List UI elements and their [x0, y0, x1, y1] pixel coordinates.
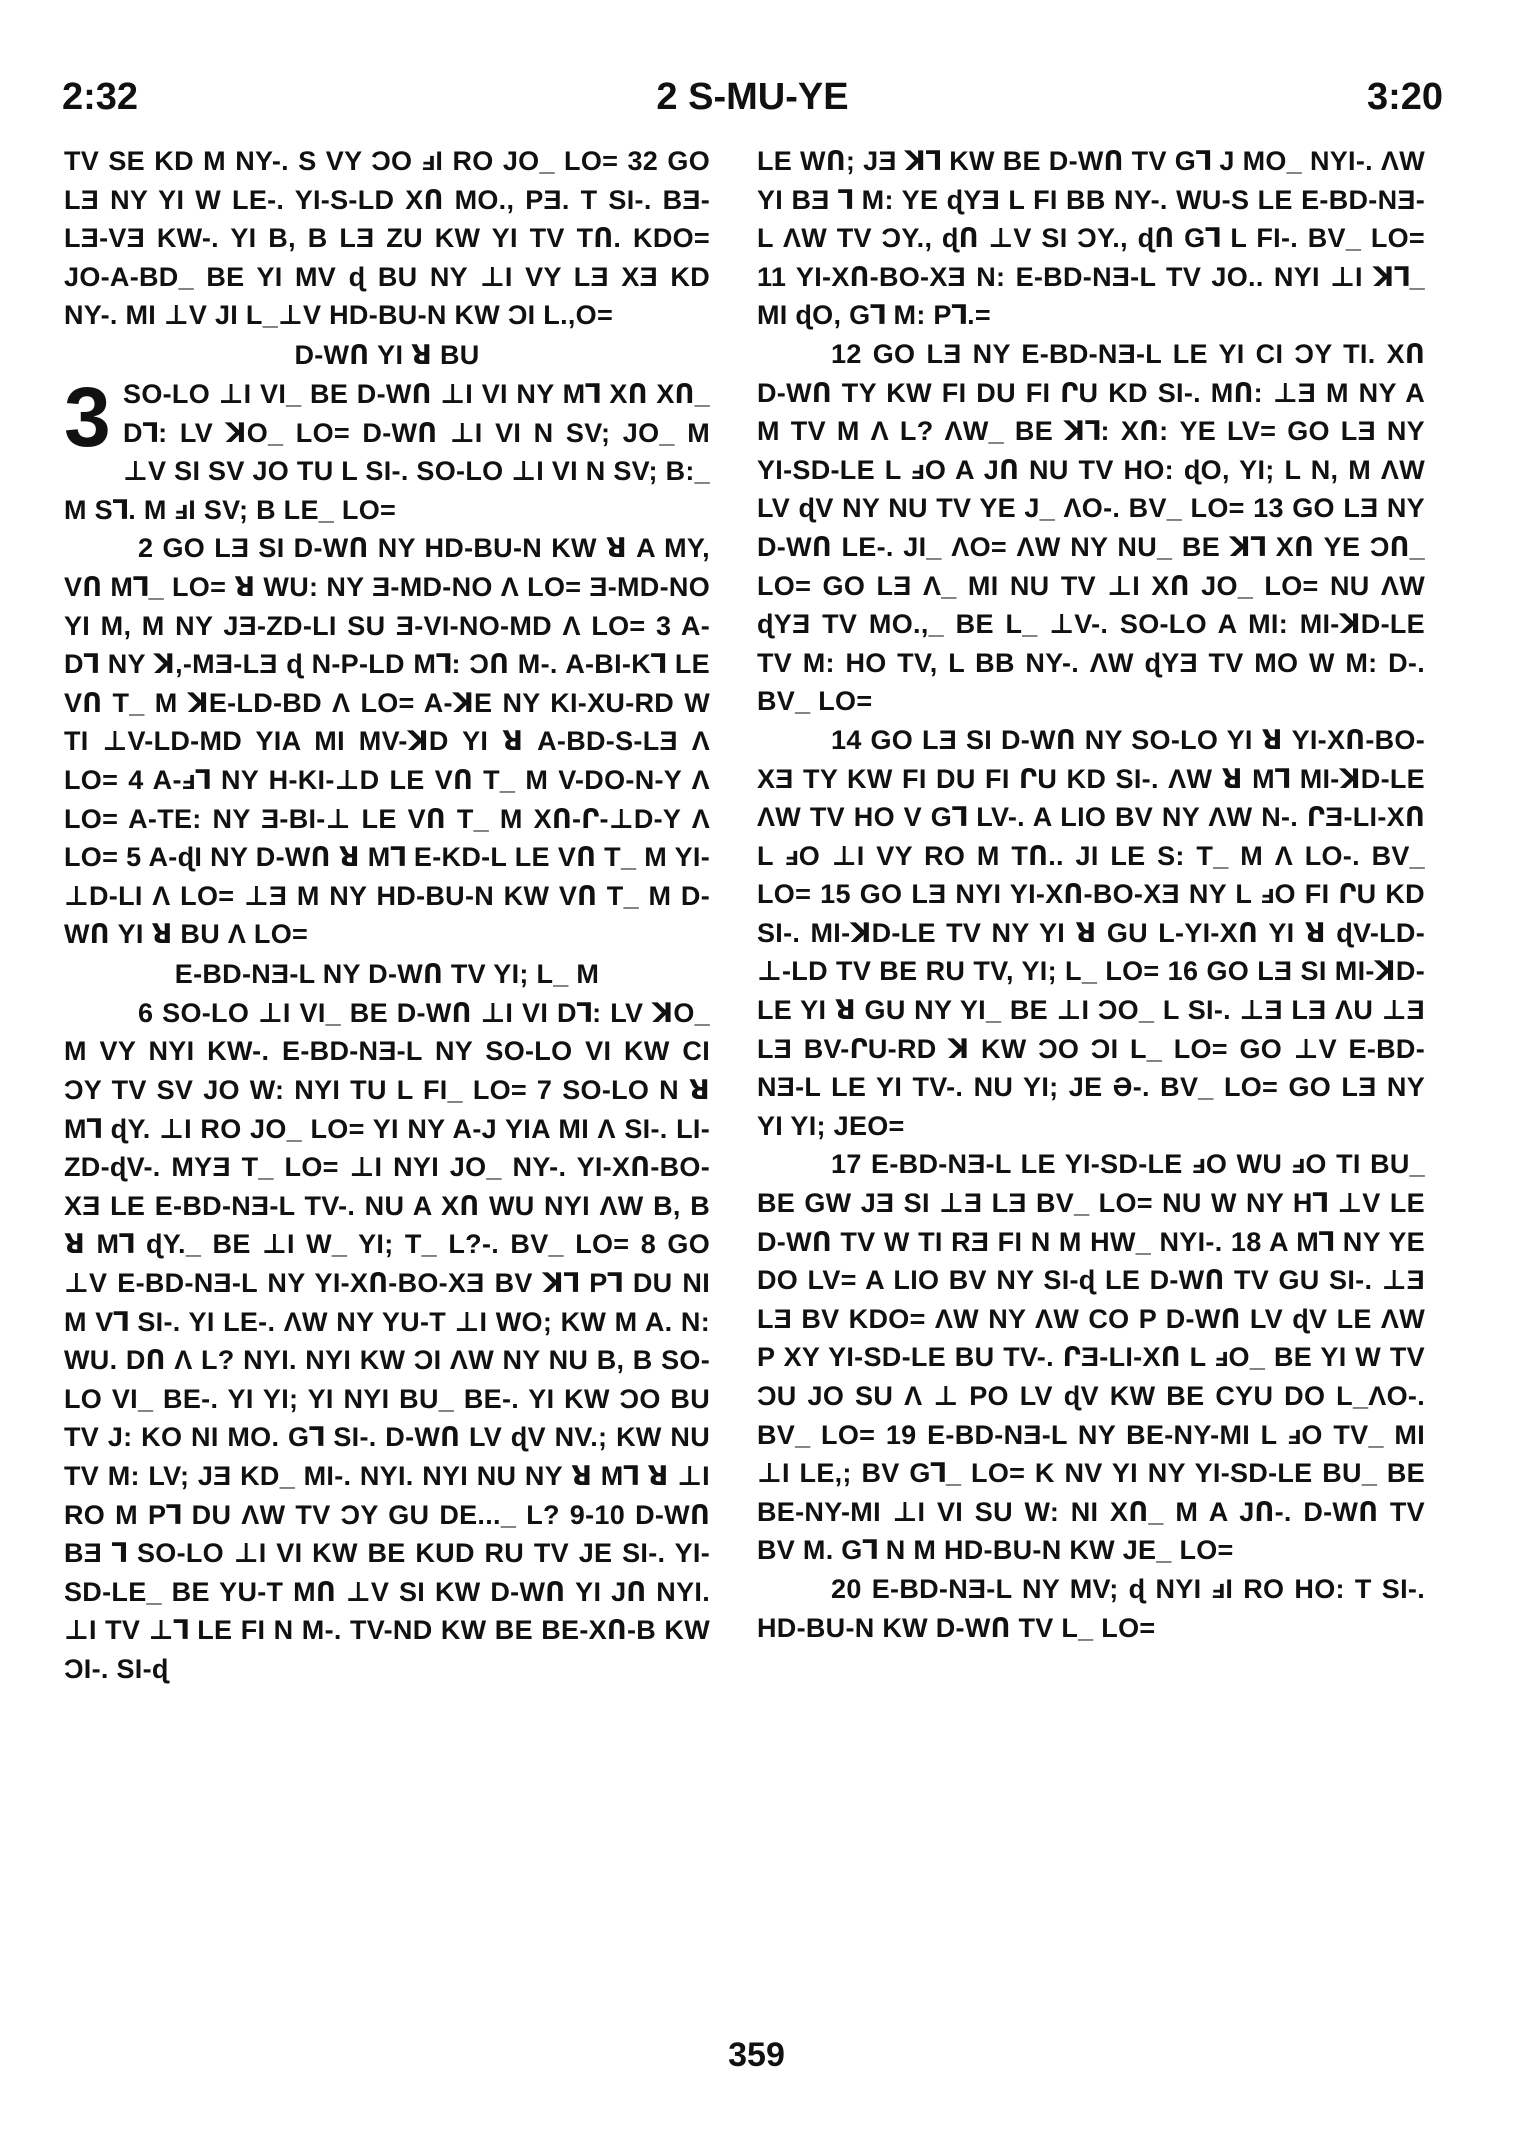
- paragraph-verses-10-11: LE WՈ; JƎ ꓘ⅂ KW BE D-WՈ TV G⅂ J MO_ NYI-. ΛW YI BƎ ⅂ M: YE ɖYƎ L FI BB NY-. WU-S LE E-BD-NƎ-L ΛW TV ƆY., ɖՈ ⊥V SI ƆY., ɖՈ G⅂ L FI-. BV_ LO= 11 YI-XՈ-BO-XƎ N: E-BD-NƎ-L TV JO.. NYI ⊥I ꓘ⅂_ MI ɖO, G⅂ M: P⅂.=: [757, 146, 1425, 331]
- section-heading: E-BD-NƎ-L NY D-WՈ TV YI; L_ M: [174, 958, 600, 989]
- page-number: 359: [728, 2036, 785, 2074]
- paragraph-verses-2-5: 2 GO LƎ SI D-WՈ NY HD-BU-N KW ꓤ A MY, VՈ M⅂_ LO= ꓤ WU: NY Ǝ-MD-NO Λ LO= Ǝ-MD-NO YI M, M NY JƎ-ZD-LI SU Ǝ-VI-NO-MD Λ LO= 3 A-D⅂ NY ꓘ,-MƎ-LƎ ɖ N-P-LD M⅂: ƆՈ M-. A-BI-K⅂ LE VՈ T_ M ꓘE-LD-BD Λ LO= A-ꓘE NY KI-XU-RD W TI ⊥V-LD-MD YIA MI MV-ꓘD YI ꓤ A-BD-S-LƎ Λ LO= 4 A-ⅎ⅂ NY H-KI-⊥D LE VՈ T_ M V-DO-N-Y Λ LO= A-TE: NY Ǝ-BI-⊥ LE VՈ T_ M XՈ-Ր-⊥D-Y Λ LO= 5 A-ɖI NY D-WՈ ꓤ M⅂ E-KD-L LE VՈ T_ M YI-⊥D-LI Λ LO= ⊥Ǝ M NY HD-BU-N KW VՈ T_ M D-WՈ YI ꓤ BU Λ LO=: [64, 533, 710, 950]
- paragraph-verse-20: 20 E-BD-NƎ-L NY MV; ɖ NYI ⅎI RO HO: T SI-. HD-BU-N KW D-WՈ TV L_ LO=: [757, 1573, 1425, 1643]
- paragraph-verse-32: TV SE KD M NY-. S VY ƆO ⅎI RO JO_ LO= 32 GO LƎ NY YI W LE-. YI-S-LD XՈ MO., PƎ. T SI-. BƎ-LƎ-VƎ KW-. YI B, B LƎ ZU KW YI TV TՈ. KDO= JO-A-BD_ BE YI MV ɖ BU NY ⊥I VY LƎ XƎ KD NY-. MI ⊥V JI L_⊥V HD-BU-N KW ƆI L.,O=: [64, 146, 710, 331]
- chapter-number: 3: [64, 369, 112, 464]
- paragraph-verses-12-13: 12 GO LƎ NY E-BD-NƎ-L LE YI CI ƆY TI. XՈ D-WՈ TY KW FI DU FI ՐU KD SI-. MՈ: ⊥Ǝ M NY A M TV M Λ L? ΛW_ BE ꓘ⅂: XՈ: YE LV= GO LƎ NY YI-SD-LE L ⅎO A JՈ NU TV HO: ɖO, YI; L N, M ΛW LV ɖV NY NU TV YE J_ ΛO-. BV_ LO= 13 GO LƎ NY D-WՈ LE-. JI_ ΛO= ΛW NY NU_ BE ꓘ⅂ XՈ YE ƆՈ_ LO= GO LƎ Λ_ MI NU TV ⊥I XՈ JO_ LO= NU ΛW ɖYƎ TV MO.,_ BE L_ ⊥V-. SO-LO A MI: MI-ꓘD-LE TV M: HO TV, L BB NY-. ΛW ɖYƎ TV MO W M: D-. BV_ LO=: [757, 338, 1425, 717]
- left-column: [64, 142, 710, 2022]
- header-verse-end: 3:20: [1366, 76, 1443, 118]
- paragraph-verses-6-10: 6 SO-LO ⊥I VI_ BE D-WՈ ⊥I VI D⅂: LV ꓘO_ M VY NYI KW-. E-BD-NƎ-L NY SO-LO VI KW CI ƆY TV SV JO W: NYI TU L FI_ LO= 7 SO-LO N ꓤ M⅂ ɖY. ⊥I RO JO_ LO= YI NY A-J YIA MI Λ SI-. LI-ZD-ɖV-. MYƎ T_ LO= ⊥I NYI JO_ NY-. YI-XՈ-BO-XƎ LE E-BD-NƎ-L TV-. NU A XՈ WU NYI ΛW B, B ꓤ M⅂ ɖY._ BE ⊥I W_ YI; T_ L?-. BV_ LO= 8 GO ⊥V E-BD-NƎ-L NY YI-XՈ-BO-XƎ BV ꓘ⅂ P⅂ DU NI M V⅂ SI-. YI LE-. ΛW NY YU-T ⊥I WO; KW M A. N: WU. DՈ Λ L? NYI. NYI KW ƆI ΛW NY NU B, B SO-LO VI_ BE-. YI YI; YI NYI BU_ BE-. YI KW ƆO BU TV J: KO NI MO. G⅂ SI-. D-WՈ LV ɖV NV.; KW NU TV M: LV; JƎ KD_ MI-. NYI. NYI NU NY ꓤ M⅂ ꓤ ⊥I RO M P⅂ DU ΛW TV ƆY GU DE..._ L? 9-10 D-WՈ BƎ ⅂ SO-LO ⊥I VI KW BE KUD RU TV JE SI-. YI-SD-LE_ BE YU-T MՈ ⊥V SI KW D-WՈ YI JՈ NYI. ⊥I TV ⊥⅂ LE FI N M-. TV-ND KW BE BE-XՈ-B KW ƆI-. SI-ɖ: [64, 997, 710, 1684]
- header-book-title: 2 S-MU-YE: [656, 76, 849, 118]
- chapter-opening-text: SO-LO ⊥I VI_ BE D-WՈ ⊥I VI NY M⅂ XՈ XՈ_ D⅂: LV ꓘO_ LO= D-WՈ ⊥I VI N SV; JO_ M ⊥V SI SV JO TU L SI-. SO-LO ⊥I VI N SV; B:_ M S⅂. M ⅎI SV; B LE_ LO=: [64, 378, 710, 525]
- header-verse-start: 2:32: [62, 76, 139, 118]
- paragraph-verses-17-19: 17 E-BD-NƎ-L LE YI-SD-LE ⅎO WU ⅎO TI BU_ BE GW JƎ SI ⊥Ǝ LƎ BV_ LO= NU W NY H⅂ ⊥V LE D-WՈ TV W TI RƎ FI N M HW_ NYI-. 18 A M⅂ NY YE DO LV= A LIO BV NY SI-ɖ LE D-WՈ TV GU SI-. ⊥Ǝ LƎ BV KDO= ΛW NY ΛW CO P D-WՈ LV ɖV LE ΛW P XY YI-SD-LE BU TV-. ՐƎ-LI-XՈ L ⅎO_ BE YI W TV ƆU JO SU Λ ⊥ PO LV ɖV KW BE CYU DO L_ΛO-. BV_ LO= 19 E-BD-NƎ-L NY BE-NY-MI L ⅎO TV_ MI ⊥I LE,; BV G⅂_ LO= K NV YI NY YI-SD-LE BU_ BE BE-NY-MI ⊥I VI SU W: NI XՈ_ M A JՈ-. D-WՈ TV BV M. G⅂ N M HD-BU-N KW JE_ LO=: [757, 1149, 1425, 1566]
- paragraph-verses-14-16: 14 GO LƎ SI D-WՈ NY SO-LO YI ꓤ YI-XՈ-BO-XƎ TY KW FI DU FI ՐU KD SI-. ΛW ꓤ M⅂ MI-ꓘD-LE ΛW TV HO V G⅂ LV-. A LIO BV NY ΛW N-. ՐƎ-LI-XՈ L ⅎO ⊥I VY RO M TՈ.. JI LE S: T_ M Λ LO-. BV_ LO= 15 GO LƎ NYI YI-XՈ-BO-XƎ NY L ⅎO FI ՐU KD SI-. MI-ꓘD-LE TV NY YI ꓤ GU L-YI-XՈ YI ꓤ ɖV-LD-⊥-LD TV BE RU TV, YI; L_ LO= 16 GO LƎ SI MI-ꓘD-LE YI ꓤ GU NY YI_ BE ⊥I ƆO_ L SI-. ⊥Ǝ LƎ ΛU ⊥Ǝ LƎ BV-ՐU-RD ꓘ KW ƆO ƆI L_ LO= GO ⊥V E-BD-NƎ-L LE YI TV-. NU YI; JE Ә-. BV_ LO= GO LƎ NY YI YI; JEO=: [757, 724, 1425, 1141]
- chapter-opening-paragraph: [64, 369, 710, 529]
- running-header: [62, 72, 1443, 122]
- section-heading: D-WՈ YI ꓤ BU: [294, 339, 480, 370]
- right-column: [757, 142, 1425, 2022]
